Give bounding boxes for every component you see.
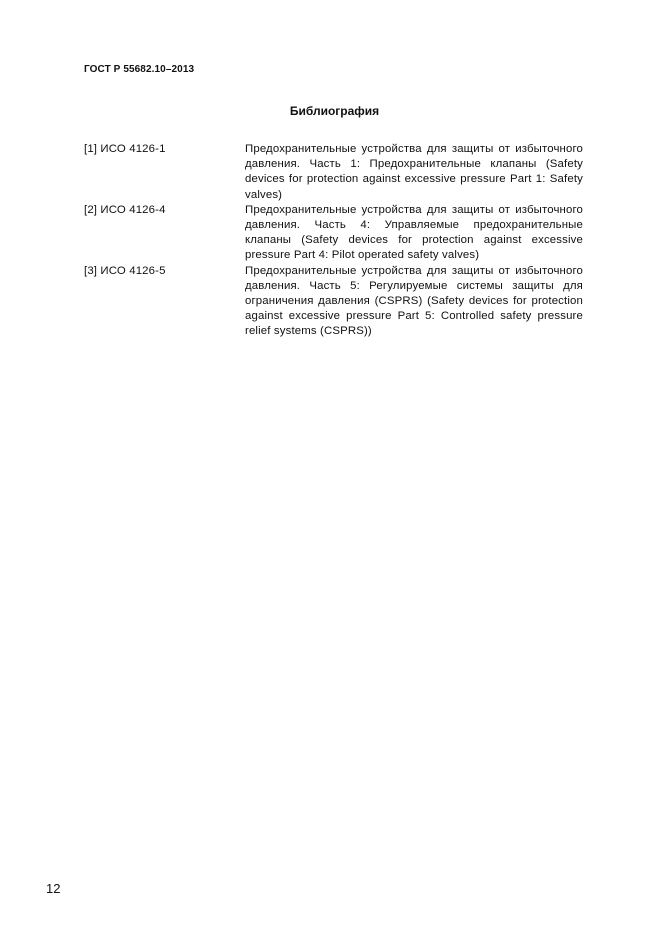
standard-designation: ГОСТ Р 55682.10–2013 <box>84 64 195 75</box>
bibliography-text: Предохранительные устройства для защиты от избыточного давления. Часть 1: Предохранительные клапаны (Safety devices for protection against excessive pressure Part 1: Safety valves) <box>245 143 583 201</box>
bibliography-text: Предохранительные устройства для защиты от избыточного давления. Часть 4: Управляемые предохранительные клапаны (Safety devices for protection against excessive pressure Part 4: Pilot operated safety valves) <box>245 203 583 262</box>
bibliography-ref: [3] ИСО 4126-5 <box>84 264 166 277</box>
page-number: 12 <box>46 881 61 896</box>
bibliography-entry <box>84 203 583 264</box>
bibliography-ref: [2] ИСО 4126-4 <box>84 203 166 216</box>
bibliography-ref: [1] ИСО 4126-1 <box>84 143 166 155</box>
bibliography-text: Предохранительные устройства для защиты от избыточного давления. Часть 5: Регулируемые системы защиты для ограничения давления (CSPRS) (Safety devices for protection against excessive pressure Part 5: Controlled safety pressure relief systems (CSPRS)) <box>245 264 583 338</box>
bibliography-entry <box>84 264 583 340</box>
bibliography-list <box>84 142 583 340</box>
page-title: Библиография <box>289 104 380 118</box>
bibliography-entry <box>84 142 583 203</box>
